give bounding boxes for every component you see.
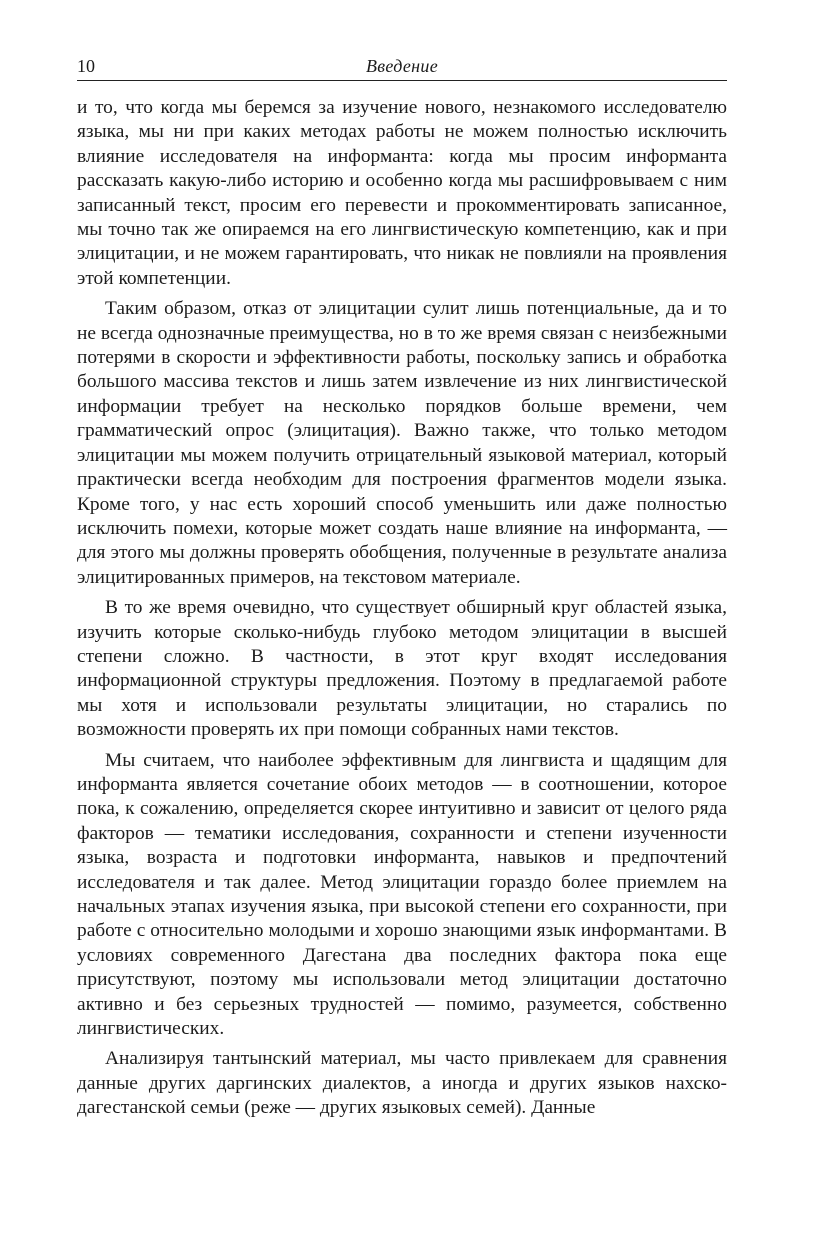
page-number: 10 <box>77 56 95 76</box>
paragraph-3: В то же время очевидно, что существует обширный круг областей языка, изучить которые сколько-нибудь глубоко методом элицитации в высшей степени сложно. В частности, в этот круг входят исследования информационной структуры предложения. Поэтому в предлагаемой работе мы хотя и использовали результаты элицитации, но старались по возможности проверять их при помощи собранных нами текстов. <box>77 597 727 741</box>
paragraph-1: и то, что когда мы беремся за изучение нового, незнакомого исследователю языка, мы ни при каких методах работы не можем полностью исключить влияние исследователя на информанта: когда мы просим информанта рассказать какую-либо историю и особенно когда мы расшифровываем с ним записанный текст, просим его перевести и прокомментировать записанное, мы точно так же опираемся на его лингвистическую компетенцию, как и при элицитации, и не можем гарантировать, что никак не повлияли на проявления этой компетенции. <box>77 97 727 289</box>
book-page <box>77 52 727 1127</box>
paragraph-5: Анализируя тантынский материал, мы часто привлекаем для сравнения данные других даргинских диалектов, а иногда и других языков нахско-дагестанской семьи (реже — других языковых семей). Данные <box>77 1048 727 1119</box>
body-text <box>77 96 727 1121</box>
running-header <box>77 52 727 81</box>
paragraph-4: Мы считаем, что наиболее эффективным для лингвиста и щадящим для информанта является сочетание обоих методов — в соотношении, которое пока, к сожалению, определяется скорее интуитивно и зависит от целого ряда факторов — тематики исследования, сохранности и степени изученности языка, возраста и подготовки информанта, навыков и предпочтений исследователя и так далее. Метод элицитации гораздо более приемлем на начальных этапах изучения языка, при высокой степени его сохранности, при работе с относительно молодыми и хорошо знающими язык информантами. В условиях современного Дагестана два последних фактора пока еще присутствуют, поэтому мы использовали метод элицитации достаточно активно и без серьезных трудностей — помимо, разумеется, собственно лингвистических. <box>77 749 727 1040</box>
section-title: Введение <box>366 56 438 76</box>
paragraph-2: Таким образом, отказ от элицитации сулит лишь потенциальные, да и то не всегда однозначные преимущества, но в то же время связан с неизбежными потерями в скорости и эффективности работы, поскольку запись и обработка большого массива текстов и лишь затем извлечение из них лингвистической информации требует на несколько порядков больше времени, чем грамматический опрос (элицитация). Важно также, что только методом элицитации мы можем получить отрицательный языковой материал, который практически всегда необходим для построения фрагментов модели языка. Кроме того, у нас есть хороший способ уменьшить или даже полностью исключить помехи, которые может создать наше влияние на информанта, — для этого мы должны проверять обобщения, полученные в результате анализа элицитированных примеров, на текстовом материале. <box>77 298 727 588</box>
